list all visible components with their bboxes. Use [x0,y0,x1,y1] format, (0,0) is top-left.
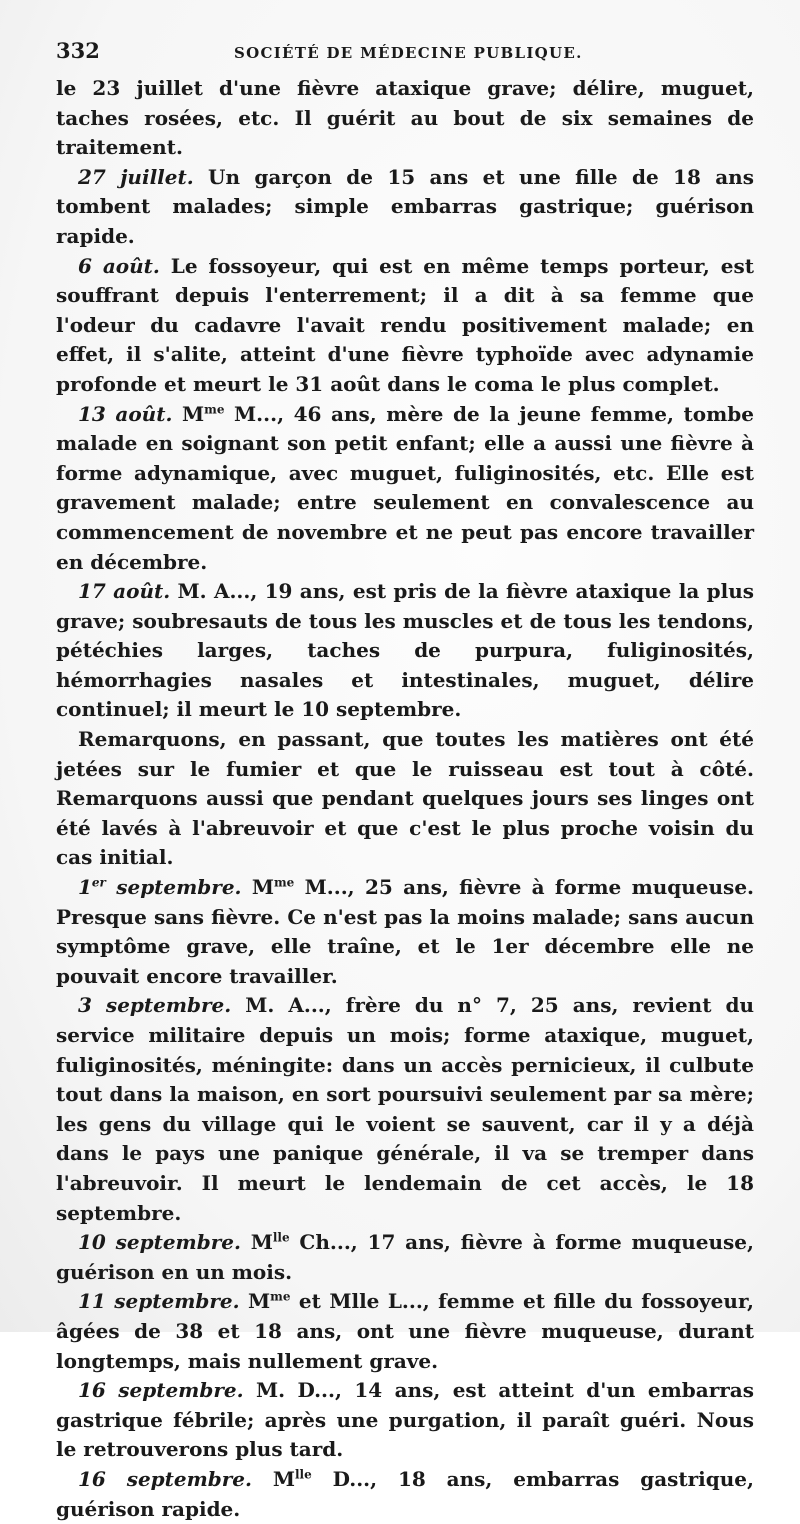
paragraph-7 [56,873,754,991]
paragraph-text: le 23 juillet d'une fièvre ataxique grave; délire, muguet, taches rosées, etc. Il guérit au bout de six semaines de traitement. [56,76,754,160]
date-lead: 27 juillet. [78,164,194,189]
date-lead: 11 septembre. [78,1289,240,1314]
title-superscript: me [204,401,225,416]
date-lead: septembre. [105,875,242,900]
paragraph-3 [56,252,754,400]
date-lead: 13 août. [78,401,173,426]
paragraph-2 [56,163,754,252]
date-lead: 6 août. [78,253,160,278]
date-lead-superscript: er [91,875,106,890]
date-lead: 17 août. [78,579,171,604]
date-lead: 16 septembre. [78,1466,252,1491]
paragraph-text: Le fossoyeur, qui est en même temps porteur, est souffrant depuis l'enterrement; il a dit à sa femme que l'odeur du cadavre l'avait rendu positivement malade; en effet, il s'alite, atteint d'une fièvre typhoïde avec adynamie profonde et meurt le 31 août dans le coma le plus complet. [56,253,754,396]
title-prefix: M [241,875,274,900]
paragraph-text: Un garçon de 15 ans et une fille de 18 ans tombent malades; simple embarras gastrique; guérison rapide. [56,164,754,248]
paragraph-8 [56,991,754,1228]
paragraph-text: Ch..., 17 ans, fièvre à forme muqueuse, guérison en un mois. [56,1230,754,1284]
date-lead: 10 septembre. [78,1230,241,1255]
paragraph-6 [56,725,754,873]
title-superscript: lle [295,1467,312,1482]
paragraph-5 [56,577,754,725]
page-header [56,38,754,74]
paragraph-text: Remarquons, en passant, que toutes les matières ont été jetées sur le fumier et que le ruisseau est tout à côté. Remarquons aussi que pendant quelques jours ses linges ont été lavés à l'abreuvoir et que c'est le plus proche voisin du cas initial. [56,727,754,870]
title-superscript: lle [272,1230,290,1245]
title-prefix: M [252,1466,295,1491]
date-lead-prefix: 1 [78,875,92,900]
paragraph-11 [56,1376,754,1465]
paragraph-text: M. D..., 14 ans, est atteint d'un embarras gastrique fébrile; après une purgation, il paraît guéri. Nous le retrouverons plus tard. [56,1378,754,1462]
date-lead: 3 septembre. [78,993,232,1018]
body-text [56,74,754,1524]
paragraph-text: M. A..., 19 ans, est pris de la fièvre ataxique la plus grave; soubresauts de tous les muscles et de tous les tendons, pétéchies larges, taches de purpura, fuliginosités, hémorrhagies nasales et intestinales, muguet, délire continuel; il meurt le 10 septembre. [56,579,754,722]
paragraph-text: M..., 25 ans, fièvre à forme muqueuse. Presque sans fièvre. Ce n'est pas la moins malade; sans aucun symptôme grave, elle traîne, et le 1er décembre elle ne pouvait encore travailler. [56,875,755,988]
title-superscript: me [273,875,295,890]
paragraph-text: M..., 46 ans, mère de la jeune femme, tombe malade en soignant son petit enfant; elle a aussi une fièvre à forme adynamique, avec muguet, fuliginosités, etc. Elle est gravement malade; entre seulement en convalescence au commencement de novembre et ne peut pas encore travailler en décembre. [56,401,754,574]
title-superscript: me [270,1289,291,1304]
running-title: SOCIÉTÉ DE MÉDECINE PUBLIQUE. [234,44,583,62]
paragraph-text: et Mlle L..., femme et fille du fossoyeur, âgées de 38 et 18 ans, ont une fièvre muqueuse, durant longtemps, mais nullement grave. [56,1289,754,1373]
paragraph-text: D..., 18 ans, embarras gastrique, guérison rapide. [56,1466,754,1521]
paragraph-text: M. A..., frère du n° 7, 25 ans, revient du service militaire depuis un mois; forme ataxique, muguet, fuliginosités, méningite: dans un accès pernicieux, il culbute tout dans la maison, en sort poursuivi seulement par sa mère; les gens du village qui le voient se sauvent, car il y a déjà dans le pays une panique générale, il va se tremper dans l'abreuvoir. Il meurt le lendemain de cet accès, le 18 septembre. [56,993,754,1225]
title-prefix: M [172,401,205,426]
title-prefix: M [239,1289,271,1314]
paragraph-9 [56,1228,754,1287]
paragraph-4 [56,400,754,578]
paragraph-1 [56,74,754,163]
paragraph-12 [56,1465,754,1524]
date-lead: 16 septembre. [78,1378,244,1403]
title-prefix: M [240,1230,273,1255]
page-number: 332 [56,38,100,63]
